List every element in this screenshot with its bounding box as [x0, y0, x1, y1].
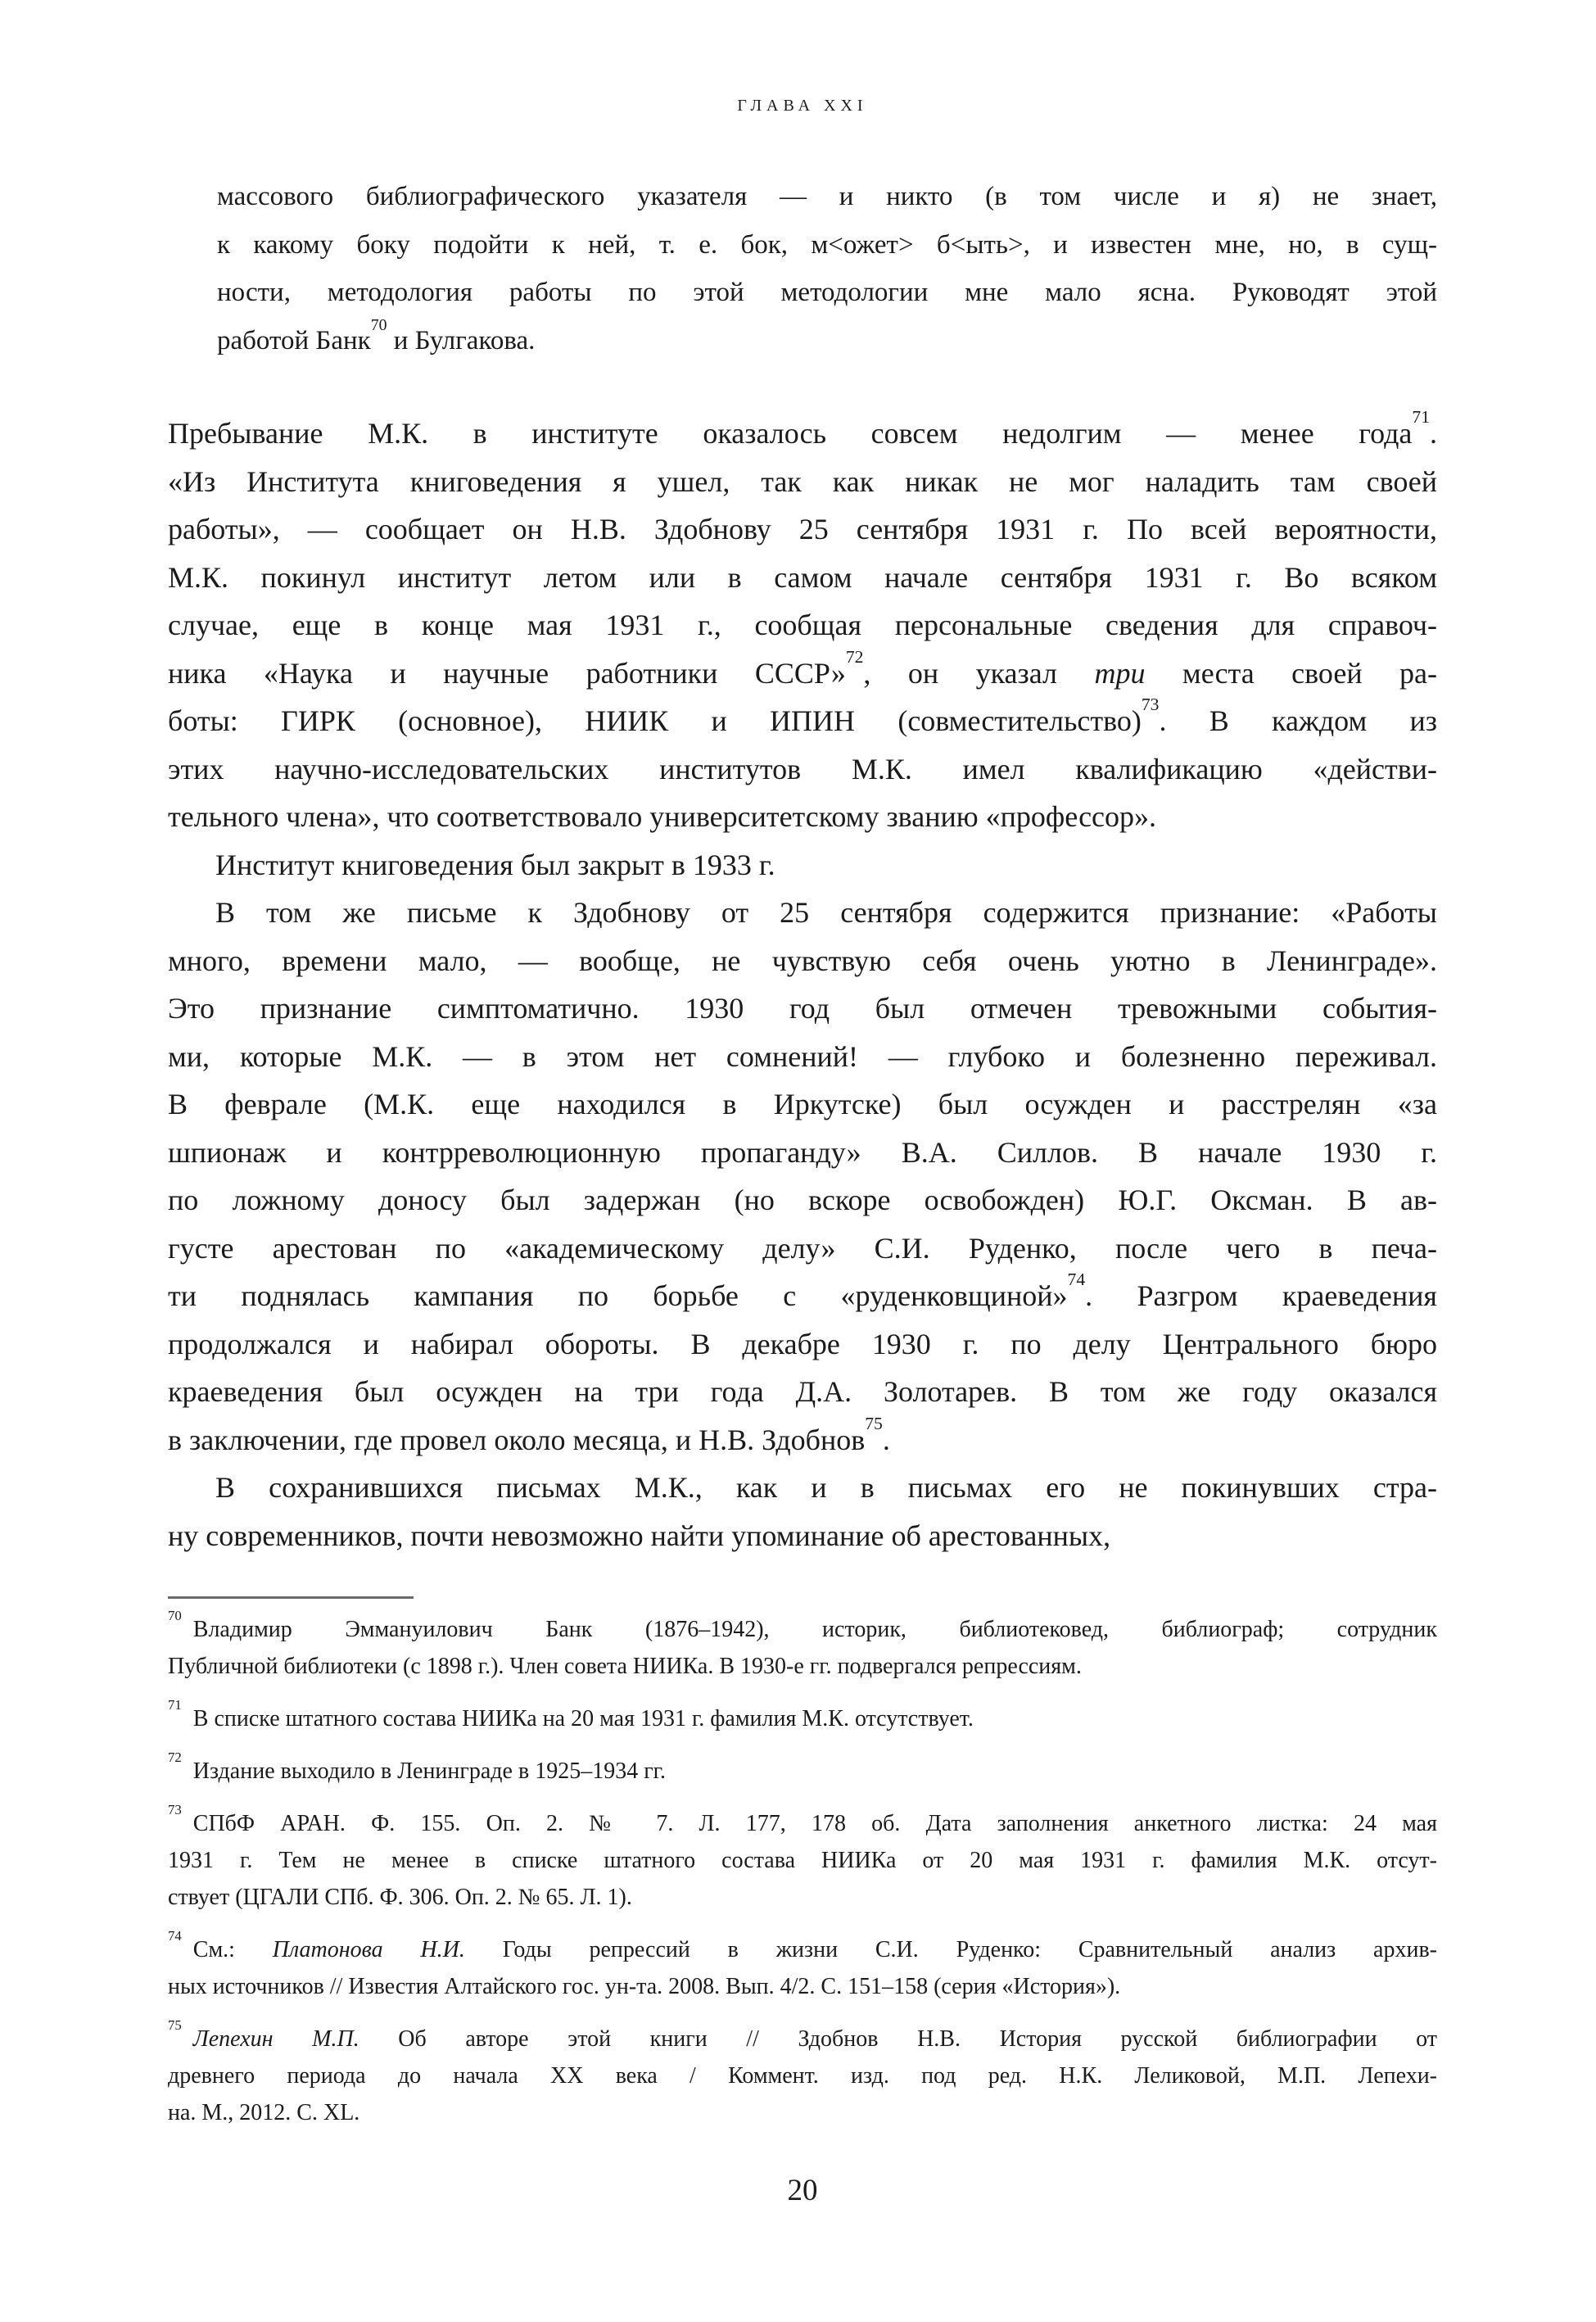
block-quote — [217, 173, 1437, 364]
text-line: $^{75}$ Лепехин М.П. Об авторе этой книги // Здобнов Н.В. История русской библиографии от — [168, 2017, 1438, 2052]
text-line: этих научно-исследовательских институтов М.К. имел квалификацию «действи- — [168, 752, 1437, 785]
footnote-separator — [168, 1596, 414, 1599]
text-line: работой Банк$^{70}$ и Булгакова. — [217, 315, 536, 355]
paragraph — [168, 407, 1438, 841]
footnote — [168, 1802, 1437, 1916]
chapter-heading: ГЛАВА XXI — [737, 97, 868, 115]
text-line: в заключении, где провел около месяца, и Н.В. Здобнов$^{75}$. — [168, 1413, 890, 1456]
footnote — [168, 2017, 1438, 2131]
text-line: М.К. покинул институт летом или в самом начале сентября 1931 г. Во всяком — [168, 560, 1437, 594]
footnote — [168, 1928, 1437, 2005]
text-line: много, времени мало, — вообще, не чувствую себя очень уютно в Ленинграде». — [168, 944, 1437, 977]
text-line: В сохранившихся письмах М.К., как и в письмах его не покинувших стра- — [215, 1471, 1437, 1504]
text-line: $^{74}$ См.: Платонова Н.И. Годы репрессий в жизни С.И. Руденко: Сравнительный анализ архив- — [168, 1928, 1437, 1962]
paragraph — [168, 1464, 1437, 1559]
footnote — [168, 1697, 1437, 1737]
text-line: $^{71}$ В списке штатного состава НИИКа на 20 мая 1931 г. фамилия М.К. отсутствует. — [168, 1697, 974, 1731]
text-line: по ложному доносу был задержан (но вскоре освобожден) Ю.Г. Оксман. В ав- — [168, 1184, 1437, 1216]
text-line: древнего периода до начала XX века / Коммент. изд. под ред. Н.К. Леликовой, М.П. Лепехи- — [168, 2063, 1437, 2089]
text-line: В феврале (М.К. еще находился в Иркутске) был осужден и расстрелян «за — [168, 1088, 1437, 1120]
text-line: Это признание симптоматично. 1930 год был отмечен тревожными события- — [168, 992, 1437, 1025]
text-line: Институт книговедения был закрыт в 1933 г. — [215, 848, 775, 881]
footnote — [168, 1608, 1437, 1685]
footnotes — [168, 1608, 1438, 2147]
text-line: $^{72}$ Издание выходило в Ленинграде в 1925–1934 гг. — [168, 1749, 667, 1784]
main-text — [168, 407, 1438, 1559]
text-line: шпионаж и контрреволюционную пропаганду» В.А. Силлов. В начале 1930 г. — [168, 1135, 1437, 1169]
paragraph — [168, 889, 1437, 1464]
text-line: работы», — сообщает он Н.В. Здобнову 25 сентября 1931 г. По всей вероятности, — [168, 513, 1437, 545]
text-line: Публичной библиотеки (с 1898 г.). Член совета НИИКа. В 1930-е гг. подвергался репрессиям. — [168, 1654, 1082, 1679]
text-line: ну современников, почти невозможно найти упоминание об арестованных, — [168, 1519, 1111, 1552]
text-line: ствует (ЦГАЛИ СПб. Ф. 306. Оп. 2. № 65. Л. 1). — [168, 1885, 632, 1910]
text-line: тельного члена», что соответствовало университетскому званию «профессор». — [168, 800, 1157, 833]
text-line: густе арестован по «академическому делу» С.И. Руденко, после чего в печа- — [168, 1231, 1437, 1265]
paragraph — [168, 841, 1437, 889]
text-line: ми, которые М.К. — в этом нет сомнений! — глубоко и болезненно переживал. — [168, 1039, 1437, 1073]
text-line: краеведения был осужден на три года Д.А. Золотарев. В том же году оказался — [168, 1375, 1437, 1408]
footnote — [168, 1749, 1437, 1790]
text-line: ности, методология работы по этой методологии мне мало ясна. Руководят этой — [217, 278, 1437, 307]
text-line: ных источников // Известия Алтайского гос. ун-та. 2008. Вып. 4/2. С. 151–158 (серия «История»). — [168, 1974, 1121, 1999]
text-line: к какому боку подойти к ней, т. е. бок, м<ожет> б<ыть>, и известен мне, но, в сущ- — [217, 229, 1437, 260]
page-number: 20 — [787, 2174, 818, 2207]
text-line: продолжался и набирал обороты. В декабре 1930 г. по делу Центрального бюро — [168, 1327, 1437, 1360]
text-line: В том же письме к Здобнову от 25 сентября содержится признание: «Работы — [215, 896, 1437, 929]
text-line: ти поднялась кампания по борьбе с «руденковщиной»$^{74}$. Разгром краеведения — [168, 1270, 1437, 1312]
text-line: $^{70}$ Владимир Эммануилович Банк (1876–1942), историк, библиотековед, библиограф; сотрудник — [168, 1608, 1437, 1642]
text-line: Пребывание М.К. в институте оказалось совсем недолгим — менее года$^{71}$. — [168, 407, 1437, 450]
text-line: «Из Института книговедения я ушел, так как никак не мог наладить там своей — [168, 464, 1437, 498]
text-line: ника «Наука и научные работники СССР»$^{72}$, он указал три места своей ра- — [168, 646, 1438, 690]
text-line: массового библиографического указателя — и никто (в том числе и я) не знает, — [217, 182, 1437, 211]
text-line: 1931 г. Тем не менее в списке штатного состава НИИКа от 20 мая 1931 г. фамилия М.К. отсут- — [168, 1848, 1437, 1873]
text-line: на. М., 2012. С. XL. — [168, 2100, 360, 2125]
text-line: случае, еще в конце мая 1931 г., сообщая персональные сведения для справоч- — [168, 609, 1437, 641]
text-line: $^{73}$ СПбФ АРАН. Ф. 155. Оп. 2. № 7. Л. 177, 178 об. Дата заполнения анкетного листка: 24 мая — [168, 1802, 1437, 1836]
text-line: боты: ГИРК (основное), НИИК и ИПИН (совместительство)$^{73}$. В каждом из — [168, 695, 1437, 737]
